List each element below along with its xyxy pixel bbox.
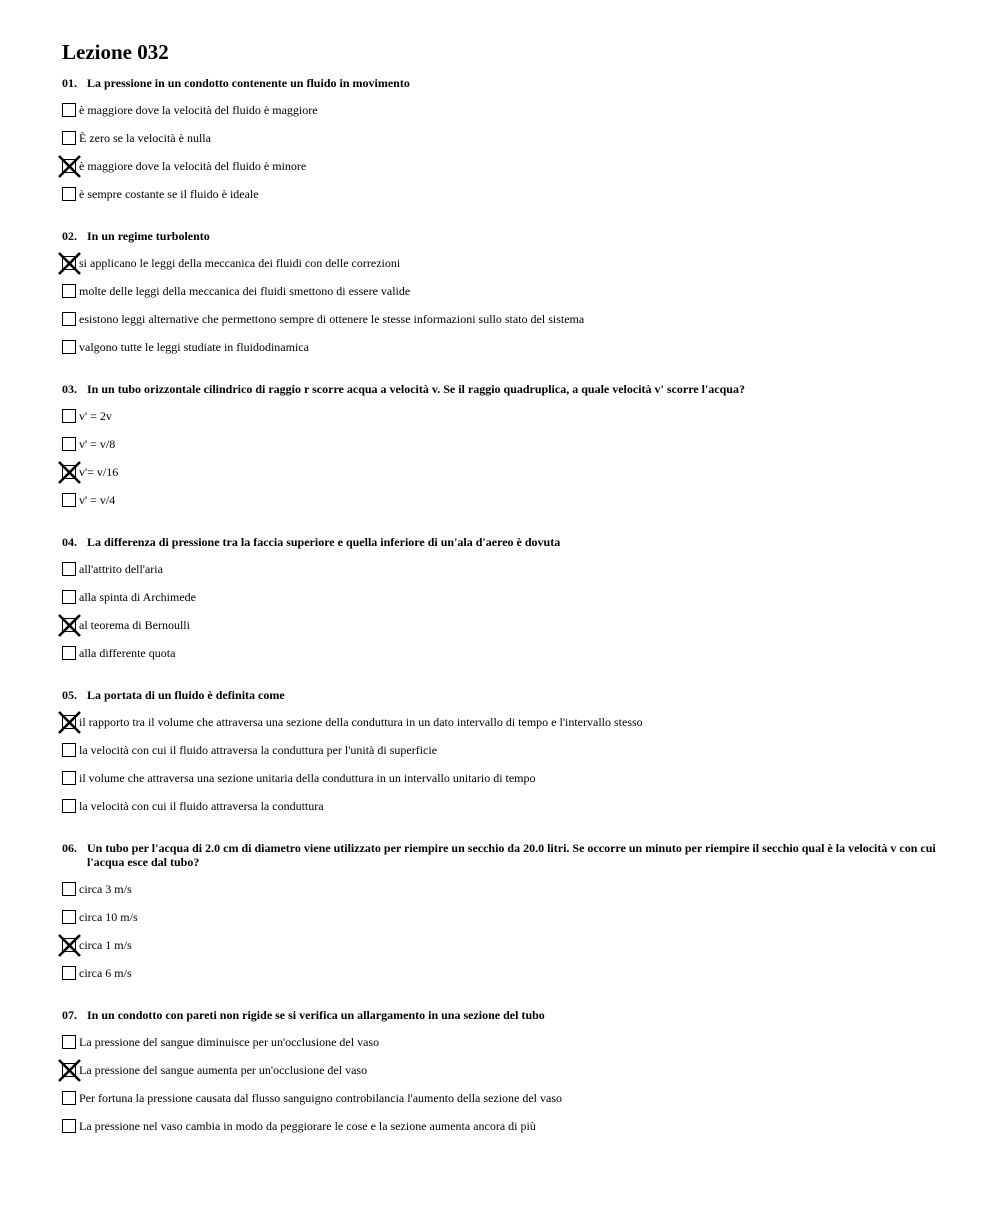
question-number: 02. bbox=[62, 229, 77, 243]
option-label: v' = v/4 bbox=[79, 492, 116, 507]
option-label: circa 3 m/s bbox=[79, 881, 132, 896]
x-mark-icon bbox=[58, 711, 81, 734]
page-title: Lezione 032 bbox=[62, 40, 169, 64]
option-label: alla spinta di Archimede bbox=[79, 589, 196, 604]
x-mark-icon bbox=[58, 252, 81, 275]
answer-option[interactable] bbox=[62, 875, 942, 903]
question-number: 05. bbox=[62, 688, 77, 702]
question-heading bbox=[62, 535, 942, 549]
checkbox[interactable] bbox=[62, 590, 76, 604]
checkbox[interactable] bbox=[62, 103, 76, 117]
checked-checkbox[interactable] bbox=[62, 1063, 76, 1077]
question-heading bbox=[62, 229, 942, 243]
question-number: 01. bbox=[62, 76, 77, 90]
answer-option[interactable] bbox=[62, 180, 942, 208]
question-block bbox=[62, 76, 942, 208]
option-label: La pressione del sangue diminuisce per un'occlusione del vaso bbox=[79, 1034, 380, 1049]
answer-option[interactable] bbox=[62, 764, 942, 792]
question-block bbox=[62, 841, 942, 987]
option-label: La pressione nel vaso cambia in modo da peggiorare le cose e la sezione aumenta ancora di più bbox=[79, 1118, 536, 1133]
option-label: il volume che attraversa una sezione unitaria della conduttura in un intervallo unitario di tempo bbox=[79, 770, 536, 785]
x-mark-icon bbox=[58, 461, 81, 484]
option-label: si applicano le leggi della meccanica dei fluidi con delle correzioni bbox=[79, 255, 401, 270]
answer-option[interactable] bbox=[62, 736, 942, 764]
question-heading bbox=[62, 1008, 942, 1022]
question-heading bbox=[62, 76, 942, 90]
checkbox[interactable] bbox=[62, 1119, 76, 1133]
checked-checkbox[interactable] bbox=[62, 256, 76, 270]
answer-option[interactable] bbox=[62, 555, 942, 583]
checkbox[interactable] bbox=[62, 187, 76, 201]
question-list bbox=[62, 76, 942, 1140]
question-text: La differenza di pressione tra la faccia superiore e quella inferiore di un'ala d'aereo è dovuta bbox=[87, 535, 561, 549]
checkbox[interactable] bbox=[62, 799, 76, 813]
checked-checkbox[interactable] bbox=[62, 159, 76, 173]
checked-checkbox[interactable] bbox=[62, 465, 76, 479]
checkbox[interactable] bbox=[62, 562, 76, 576]
option-label: la velocità con cui il fluido attraversa la conduttura bbox=[79, 798, 324, 813]
checked-checkbox[interactable] bbox=[62, 938, 76, 952]
option-label: è sempre costante se il fluido è ideale bbox=[79, 186, 259, 201]
option-label: È zero se la velocità è nulla bbox=[79, 130, 211, 145]
option-label: il rapporto tra il volume che attraversa una sezione della conduttura in un dato intervallo di tempo e l'intervallo stesso bbox=[79, 714, 643, 729]
answer-option[interactable] bbox=[62, 792, 942, 820]
option-label: circa 6 m/s bbox=[79, 965, 132, 980]
answer-option[interactable] bbox=[62, 333, 942, 361]
checkbox[interactable] bbox=[62, 646, 76, 660]
answer-option[interactable] bbox=[62, 124, 942, 152]
answer-option[interactable] bbox=[62, 1056, 942, 1084]
answer-option[interactable] bbox=[62, 402, 942, 430]
question-heading bbox=[62, 382, 942, 396]
question-block bbox=[62, 229, 942, 361]
answer-option[interactable] bbox=[62, 611, 942, 639]
answer-option[interactable] bbox=[62, 430, 942, 458]
checkbox[interactable] bbox=[62, 284, 76, 298]
question-text: In un tubo orizzontale cilindrico di raggio r scorre acqua a velocità v. Se il raggio quadruplica, a quale velocità v' scorre l'acqua? bbox=[87, 382, 745, 396]
option-label: al teorema di Bernoulli bbox=[79, 617, 190, 632]
question-block bbox=[62, 382, 942, 514]
checkbox[interactable] bbox=[62, 771, 76, 785]
question-number: 06. bbox=[62, 841, 77, 855]
question-number: 04. bbox=[62, 535, 77, 549]
option-label: alla differente quota bbox=[79, 645, 176, 660]
x-mark-icon bbox=[58, 155, 81, 178]
x-mark-icon bbox=[58, 1059, 81, 1082]
question-text: La pressione in un condotto contenente un fluido in movimento bbox=[87, 76, 410, 90]
checkbox[interactable] bbox=[62, 1091, 76, 1105]
question-number: 07. bbox=[62, 1008, 77, 1022]
answer-option[interactable] bbox=[62, 277, 942, 305]
option-label: La pressione del sangue aumenta per un'occlusione del vaso bbox=[79, 1062, 368, 1077]
x-mark-icon bbox=[58, 614, 81, 637]
checkbox[interactable] bbox=[62, 882, 76, 896]
checkbox[interactable] bbox=[62, 409, 76, 423]
answer-option[interactable] bbox=[62, 959, 942, 987]
question-text: La portata di un fluido è definita come bbox=[87, 688, 285, 702]
answer-option[interactable] bbox=[62, 96, 942, 124]
answer-option[interactable] bbox=[62, 1084, 942, 1112]
option-label: valgono tutte le leggi studiate in fluidodinamica bbox=[79, 339, 309, 354]
answer-option[interactable] bbox=[62, 249, 942, 277]
option-label: circa 10 m/s bbox=[79, 909, 138, 924]
question-text: In un condotto con pareti non rigide se si verifica un allargamento in una sezione del tubo bbox=[87, 1008, 545, 1022]
checkbox[interactable] bbox=[62, 493, 76, 507]
checkbox[interactable] bbox=[62, 131, 76, 145]
question-text: Un tubo per l'acqua di 2.0 cm di diametro viene utilizzato per riempire un secchio da 20.0 litri. Se occorre un minuto per riempire il secchio qual è la velocità v con cui l'acqua esce dal tubo? bbox=[87, 841, 936, 869]
answer-option[interactable] bbox=[62, 931, 942, 959]
checkbox[interactable] bbox=[62, 437, 76, 451]
question-heading bbox=[62, 688, 942, 702]
option-label: all'attrito dell'aria bbox=[79, 561, 163, 576]
checkbox[interactable] bbox=[62, 312, 76, 326]
quiz-page bbox=[62, 38, 942, 1161]
answer-option[interactable] bbox=[62, 1028, 942, 1056]
answer-option[interactable] bbox=[62, 152, 942, 180]
checked-checkbox[interactable] bbox=[62, 715, 76, 729]
option-label: circa 1 m/s bbox=[79, 937, 132, 952]
option-label: esistono leggi alternative che permettono sempre di ottenere le stesse informazioni sullo stato del sistema bbox=[79, 311, 585, 326]
question-heading bbox=[62, 841, 942, 869]
answer-option[interactable] bbox=[62, 708, 942, 736]
option-label: è maggiore dove la velocità del fluido è maggiore bbox=[79, 102, 318, 117]
checkbox[interactable] bbox=[62, 743, 76, 757]
answer-option[interactable] bbox=[62, 1112, 942, 1140]
answer-option[interactable] bbox=[62, 639, 942, 667]
question-text: In un regime turbolento bbox=[87, 229, 210, 243]
question-number: 03. bbox=[62, 382, 77, 396]
option-label: la velocità con cui il fluido attraversa la conduttura per l'unità di superficie bbox=[79, 742, 438, 757]
option-label: molte delle leggi della meccanica dei fluidi smettono di essere valide bbox=[79, 283, 411, 298]
answer-option[interactable] bbox=[62, 583, 942, 611]
x-mark-icon bbox=[58, 934, 81, 957]
answer-option[interactable] bbox=[62, 903, 942, 931]
checkbox[interactable] bbox=[62, 340, 76, 354]
option-label: v' = v/8 bbox=[79, 436, 116, 451]
question-block bbox=[62, 688, 942, 820]
option-label: v'= v/16 bbox=[79, 464, 119, 479]
option-label: è maggiore dove la velocità del fluido è minore bbox=[79, 158, 307, 173]
question-block bbox=[62, 535, 942, 667]
question-block bbox=[62, 1008, 942, 1140]
option-label: Per fortuna la pressione causata dal flusso sanguigno controbilancia l'aumento della sezione del vaso bbox=[79, 1090, 563, 1105]
answer-option[interactable] bbox=[62, 458, 942, 486]
answer-option[interactable] bbox=[62, 486, 942, 514]
checkbox[interactable] bbox=[62, 966, 76, 980]
checkbox[interactable] bbox=[62, 910, 76, 924]
answer-option[interactable] bbox=[62, 305, 942, 333]
checked-checkbox[interactable] bbox=[62, 618, 76, 632]
checkbox[interactable] bbox=[62, 1035, 76, 1049]
option-label: v' = 2v bbox=[79, 408, 112, 423]
